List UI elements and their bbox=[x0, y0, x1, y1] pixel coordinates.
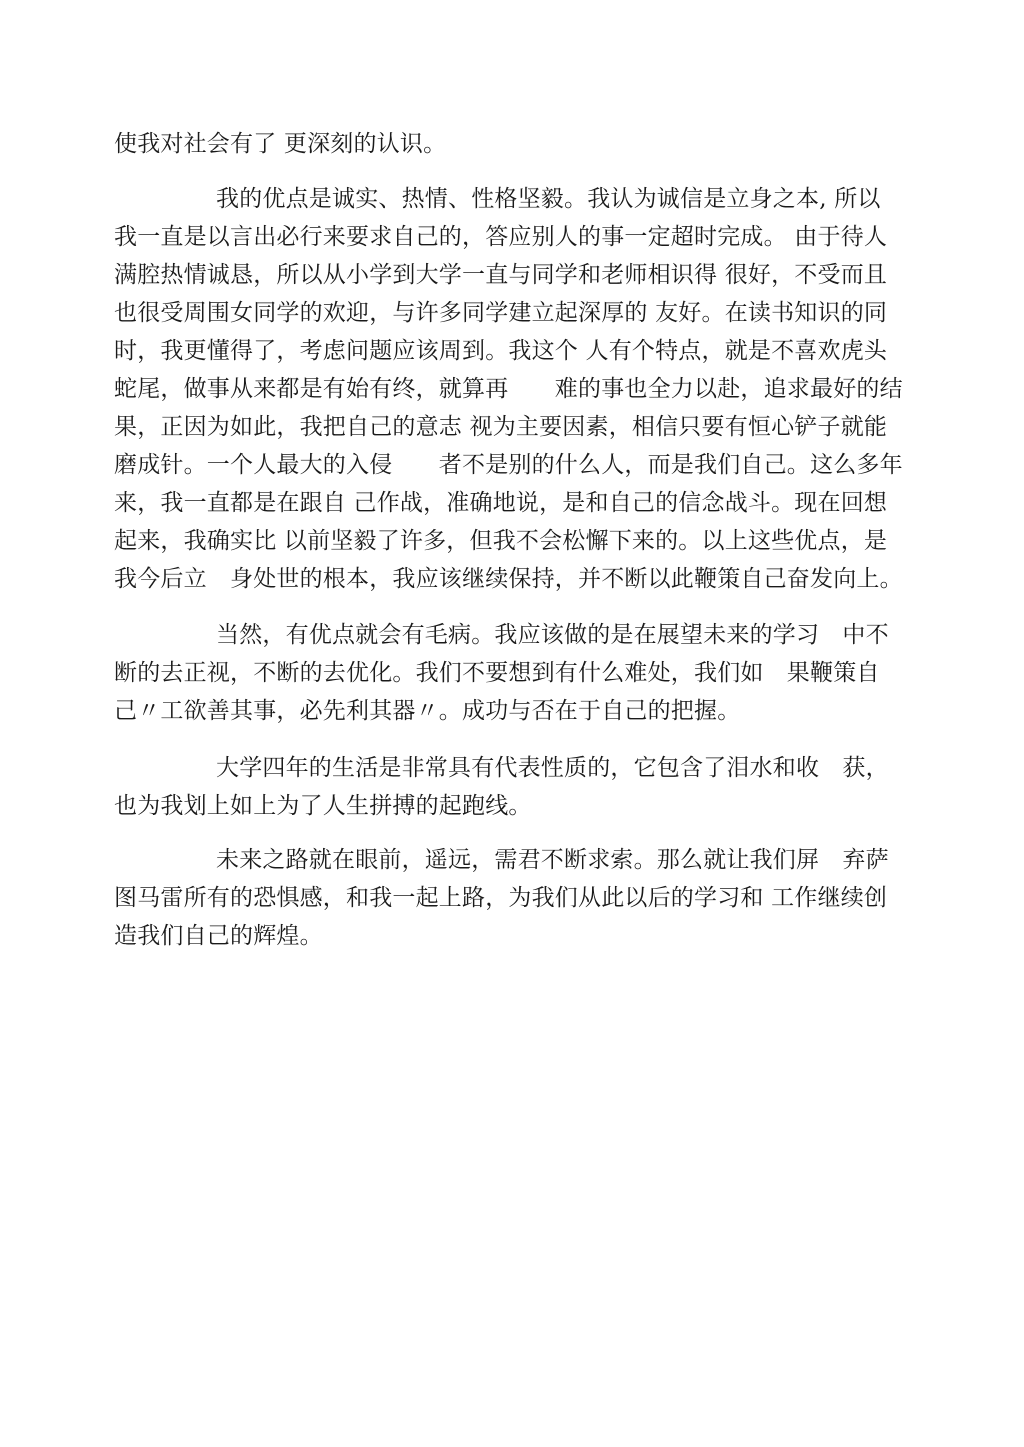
paragraph-strengths-line: 时，我更懂得了，考虑问题应该周到。我这个 人有个特点，就是不喜欢虎头 bbox=[114, 338, 888, 364]
paragraph-weaknesses-line: 断的去正视，不断的去优化。我们不要想到有什么难处，我们如 果鞭策自 bbox=[114, 660, 880, 686]
paragraph-intro-line: 使我对社会有了 更深刻的认识。 bbox=[114, 131, 447, 157]
paragraph-strengths-line: 我的优点是诚实、热情、性格坚毅。我认为诚信是立身之本, 所以 bbox=[216, 186, 881, 212]
paragraph-university-line: 大学四年的生活是非常具有代表性质的，它包含了泪水和收 获， bbox=[216, 755, 889, 781]
paragraph-strengths-line: 满腔热情诚恳，所以从小学到大学一直与同学和老师相识得 很好，不受而且 bbox=[114, 262, 888, 288]
paragraph-strengths-line: 也很受周围女同学的欢迎，与许多同学建立起深厚的 友好。在读书知识的同 bbox=[114, 300, 888, 326]
paragraph-strengths-line: 我今后立 身处世的根本，我应该继续保持，并不断以此鞭策自己奋发向上。 bbox=[114, 566, 903, 592]
paragraph-strengths-line: 我一直是以言出必行来要求自己的，答应别人的事一定超时完成。 由于待人 bbox=[114, 224, 888, 250]
paragraph-university-line: 也为我划上如上为了人生拼搏的起跑线。 bbox=[114, 793, 532, 819]
paragraph-strengths-line: 果，正因为如此，我把自己的意志 视为主要因素，相信只要有恒心铲子就能 bbox=[114, 414, 888, 440]
paragraph-strengths-line: 起来，我确实比 以前坚毅了许多，但我不会松懈下来的。以上这些优点，是 bbox=[114, 528, 888, 554]
paragraph-weaknesses-line: 己〃工欲善其事，必先利其器〃。成功与否在于自己的把握。 bbox=[114, 698, 741, 724]
paragraph-strengths-line: 来，我一直都是在跟自 己作战，准确地说，是和自己的信念战斗。现在回想 bbox=[114, 490, 888, 516]
paragraph-strengths-line: 蛇尾，做事从来都是有始有终，就算再 难的事也全力以赴，追求最好的结 bbox=[114, 376, 903, 402]
paragraph-future-line: 造我们自己的辉煌。 bbox=[114, 923, 323, 949]
paragraph-strengths-line: 磨成针。一个人最大的入侵 者不是别的什么人，而是我们自己。这么多年 bbox=[114, 452, 903, 478]
paragraph-future-line: 未来之路就在眼前，遥远，需君不断求索。那么就让我们屏 弃萨 bbox=[216, 847, 889, 873]
paragraph-future-line: 图马雷所有的恐惧感，和我一起上路，为我们从此以后的学习和 工作继续创 bbox=[114, 885, 888, 911]
paragraph-weaknesses-line: 当然，有优点就会有毛病。我应该做的是在展望未来的学习 中不 bbox=[216, 622, 889, 648]
